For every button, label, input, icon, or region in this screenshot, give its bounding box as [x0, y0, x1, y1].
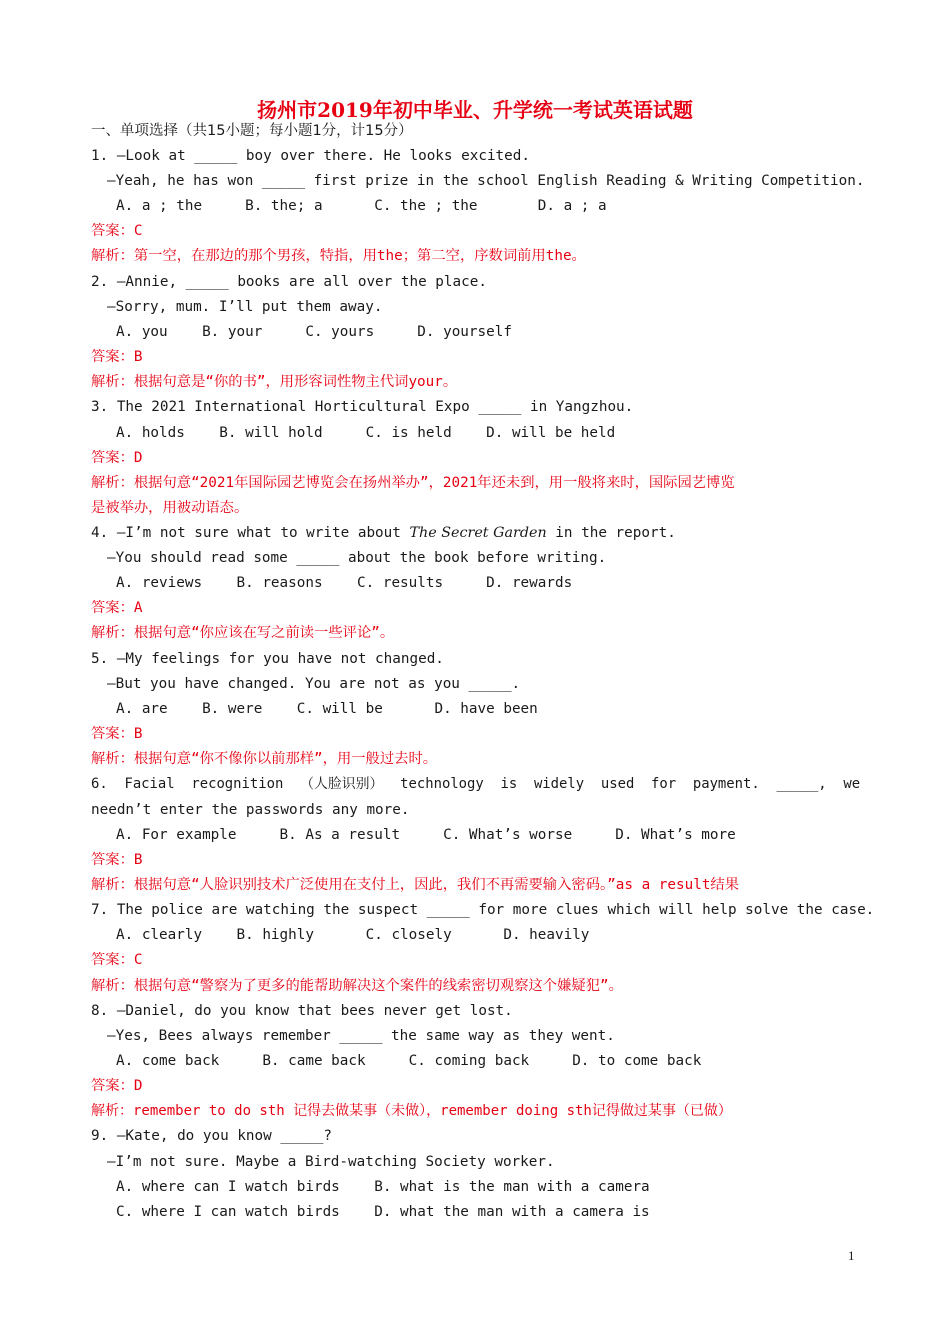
question-4-answer: 答案：A: [91, 600, 143, 616]
question-7-line-1: 7. The police are watching the suspect _____ for more clues which will help solve the case.: [91, 902, 875, 918]
question-8-analysis: 解析：remember to do sth 记得去做某事（未做），remember doing sth记得做过某事（已做）: [91, 1103, 732, 1119]
question-4-line-2: —You should read some _____ about the book before writing.: [107, 550, 607, 566]
question-8-line-2: —Yes, Bees always remember _____ the same way as they went.: [107, 1028, 615, 1044]
question-1-answer: 答案：C: [91, 223, 143, 239]
question-4-text-pre: 4. —I’m not sure what to write about: [91, 525, 410, 541]
question-5-answer: 答案：B: [91, 726, 143, 742]
question-2-analysis: 解析：根据句意是“你的书”，用形容词性物主代词your。: [91, 374, 458, 390]
question-4-options: A. reviews B. reasons C. results D. rewards: [116, 575, 573, 591]
question-8-line-1: 8. —Daniel, do you know that bees never get lost.: [91, 1003, 513, 1019]
question-6-answer: 答案：B: [91, 852, 143, 868]
question-8-answer: 答案：D: [91, 1078, 143, 1094]
question-1-options: A. a ; the B. the; a C. the ; the D. a ; a: [116, 198, 607, 214]
section-heading: 一、单项选择（共15小题；每小题1分，计15分）: [91, 123, 413, 139]
question-4-analysis: 解析：根据句意“你应该在写之前读一些评论”。: [91, 625, 395, 641]
question-1-line-2: —Yeah, he has won _____ first prize in the school English Reading & Writing Competition.: [107, 173, 865, 189]
question-2-options: A. you B. your C. yours D. yourself: [116, 324, 512, 340]
question-3-answer: 答案：D: [91, 450, 143, 466]
question-1-line-1: 1. —Look at _____ boy over there. He looks excited.: [91, 148, 530, 164]
question-7-analysis: 解析：根据句意“警察为了更多的能帮助解决这个案件的线索密切观察这个嫌疑犯”。: [91, 978, 623, 994]
question-9-options-2: C. where I can watch birds D. what the man with a camera is: [116, 1204, 650, 1220]
question-5-line-1: 5. —My feelings for you have not changed.: [91, 651, 444, 667]
book-title: The Secret Garden: [409, 525, 547, 541]
question-5-options: A. are B. were C. will be D. have been: [116, 701, 538, 717]
question-2-line-1: 2. —Annie, _____ books are all over the place.: [91, 274, 487, 290]
question-6-line-1: 6. Facial recognition （人脸识别） technology is widely used for payment. _____, we: [91, 776, 861, 792]
question-5-line-2: —But you have changed. You are not as you _____.: [107, 676, 521, 692]
question-3-analysis-2: 是被举办，用被动语态。: [91, 500, 249, 516]
page-number: 1: [848, 1248, 855, 1263]
question-8-options: A. come back B. came back C. coming back D. to come back: [116, 1053, 702, 1069]
question-6-analysis: 解析：根据句意“人脸识别技术广泛使用在支付上，因此，我们不再需要输入密码。”as a result结果: [91, 877, 740, 893]
question-6-line-2: needn’t enter the passwords any more.: [91, 802, 410, 818]
question-7-answer: 答案：C: [91, 952, 143, 968]
question-3-analysis-1: 解析：根据句意“2021年国际园艺博览会在扬州举办”，2021年还未到，用一般将来时，国际园艺博览: [91, 475, 735, 491]
page-title: 扬州市2019年初中毕业、升学统一考试英语试题: [257, 98, 693, 122]
question-3-line-1: 3. The 2021 International Horticultural Expo _____ in Yangzhou.: [91, 399, 634, 415]
question-1-analysis: 解析：第一空，在那边的那个男孩，特指，用the；第二空，序数词前用the。: [91, 248, 586, 264]
question-4-text-post: in the report.: [546, 525, 676, 541]
question-9-line-2: —I’m not sure. Maybe a Bird-watching Society worker.: [107, 1154, 555, 1170]
question-4-line-1: [91, 523, 676, 543]
question-9-line-1: 9. —Kate, do you know _____?: [91, 1128, 333, 1144]
question-2-answer: 答案：B: [91, 349, 143, 365]
question-9-options-1: A. where can I watch birds B. what is the man with a camera: [116, 1179, 650, 1195]
question-6-options: A. For example B. As a result C. What’s worse D. What’s more: [116, 827, 736, 843]
question-3-options: A. holds B. will hold C. is held D. will be held: [116, 425, 616, 441]
question-7-options: A. clearly B. highly C. closely D. heavily: [116, 927, 590, 943]
question-2-line-2: —Sorry, mum. I’ll put them away.: [107, 299, 383, 315]
question-5-analysis: 解析：根据句意“你不像你以前那样”，用一般过去时。: [91, 751, 438, 767]
